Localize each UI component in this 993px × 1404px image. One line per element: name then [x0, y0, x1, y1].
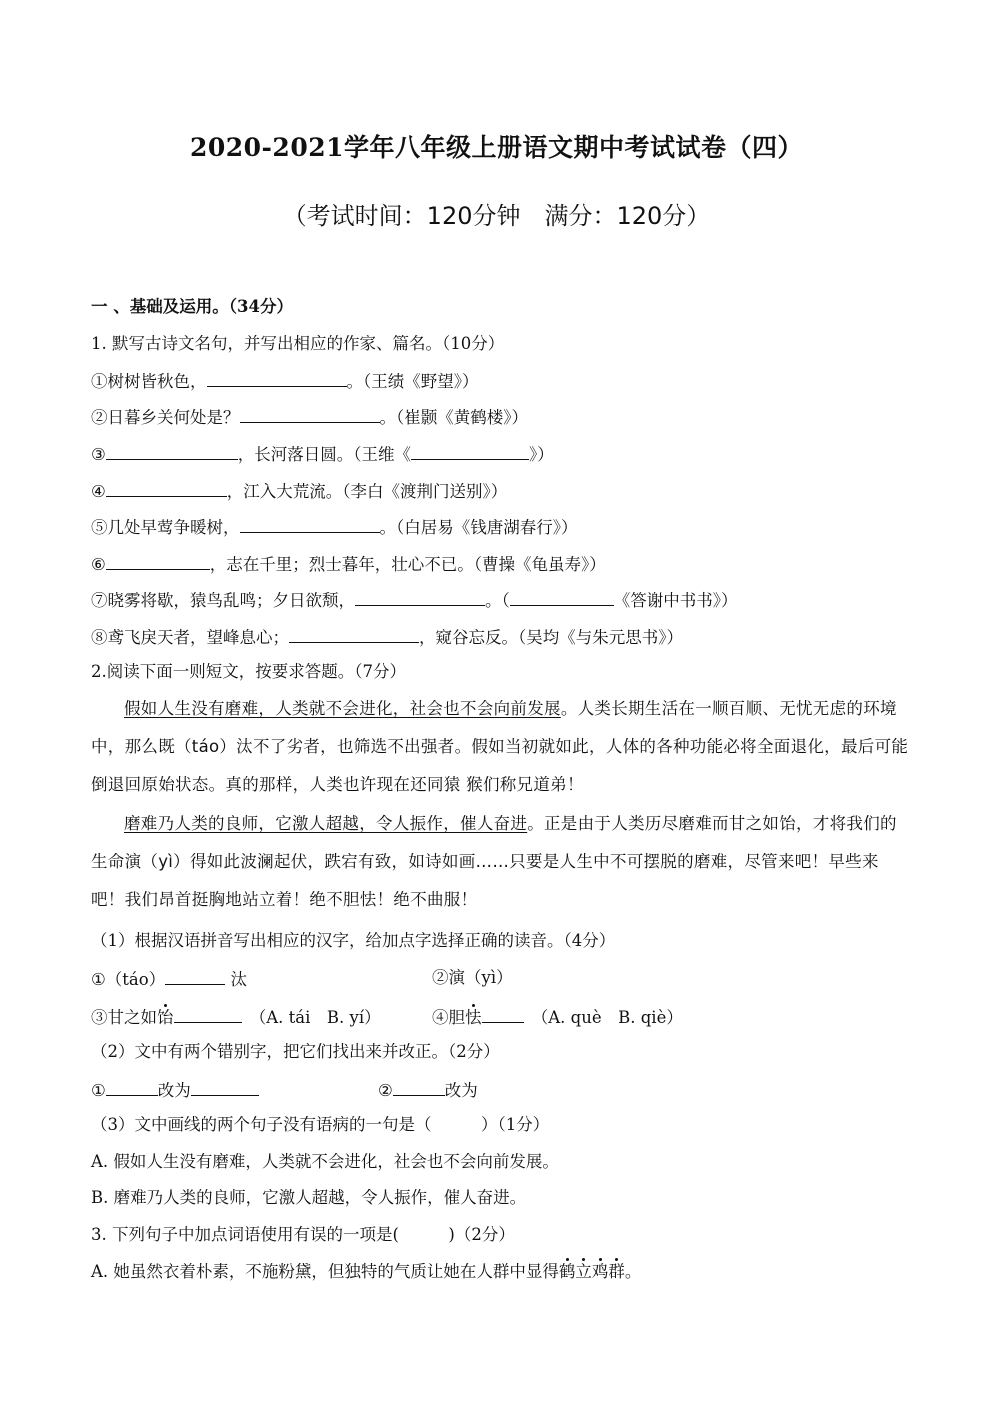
q2-sub3-stem: （3）文中画线的两个句子没有语病的一句是（ ）（1分） [91, 1115, 550, 1134]
answer-blank[interactable] [106, 1078, 158, 1096]
answer-blank[interactable] [289, 625, 419, 643]
answer-blank[interactable] [240, 405, 380, 423]
answer-blank[interactable] [355, 588, 485, 606]
q2-sub2-stem: （2）文中有两个错别字，把它们找出来并改正。（2分） [91, 1042, 500, 1061]
q1-item-7 [91, 588, 738, 612]
paragraph-text: 。人类长期生活在一顺百顺、无忧无虑的环境中，那么既（táo）汰不了劣者，也筛选不出强者。假如当初就如此，人体的各种功能必将全面退化，最后可能倒退回原始状态。真的那样，人类也许现在还同猿 猴们称兄道弟！ [91, 699, 909, 794]
answer-blank[interactable] [106, 442, 238, 460]
item-text: 。（崔颢《黄鹤楼》） [379, 408, 528, 427]
dotted-char: 怯 [465, 1008, 482, 1027]
options: （A. tái B. yí） [258, 1008, 381, 1027]
answer-blank[interactable] [106, 552, 210, 570]
answer-blank[interactable] [411, 442, 529, 460]
item-text: ② [378, 1081, 393, 1100]
item-text: 《答谢中书书》） [613, 591, 738, 610]
q2-sub2-row-1 [91, 1078, 259, 1102]
answer-blank[interactable] [393, 1078, 445, 1096]
exam-title: 2020-2021学年八年级上册语文期中考试试卷（四） [189, 133, 804, 162]
item-text: ⑦晓雾将歇，猿鸟乱鸣；夕日欲颓， [91, 591, 355, 610]
q3-option-a [91, 1261, 641, 1283]
passage-paragraph-2 [91, 805, 911, 919]
dotted-char: 鸡 [591, 1262, 609, 1281]
item-text: 》） [529, 445, 554, 464]
q1-item-6 [91, 552, 606, 576]
item-text: ③甘之如 [91, 1008, 157, 1027]
q2-stem: 2.阅读下面一则短文，按要求答题。（7分） [91, 662, 406, 681]
item-text: ⑧鸢飞戾天者，望峰息心； [91, 628, 289, 647]
q1-item-5 [91, 515, 578, 539]
item-text: ④ [91, 482, 106, 501]
underlined-sentence: 假如人生没有磨难，人类就不会进化，社会也不会向前发展 [124, 699, 561, 718]
answer-blank[interactable] [482, 1005, 524, 1023]
answer-blank[interactable] [174, 1005, 242, 1023]
item-text: ②日暮乡关何处是？ [91, 408, 240, 427]
item-text: ④胆 [432, 1008, 465, 1027]
dotted-char: 群 [608, 1262, 625, 1281]
passage-paragraph-1 [91, 690, 911, 804]
dotted-char: 鹤 [558, 1262, 576, 1281]
q2-sub1-row1-right: ②演（yì） [432, 968, 513, 987]
dotted-char: 立 [575, 1262, 592, 1281]
item-text: ，江入大荒流。（李白《渡荆门送别》） [226, 482, 508, 501]
item-text: ，志在千里；烈士暮年，壮心不已。（曹操《龟虽寿》） [209, 555, 606, 574]
item-text: 改为 [444, 1081, 478, 1100]
item-text: ⑥ [91, 555, 106, 574]
hanzi: 汰 [230, 970, 247, 989]
q1-item-2 [91, 405, 528, 429]
answer-blank[interactable] [106, 479, 227, 497]
q1-item-1 [91, 369, 479, 393]
exam-subtitle: （考试时间：120分钟 满分：120分） [282, 202, 711, 230]
q2-sub1-stem: （1）根据汉语拼音写出相应的汉字，给加点字选择正确的读音。（4分） [91, 931, 616, 950]
answer-blank[interactable] [207, 369, 347, 387]
item-text: 。（白居易《钱唐湖春行》） [379, 518, 578, 537]
q1-item-4 [91, 479, 507, 503]
item-text: ③ [91, 445, 106, 464]
item-text: ⑤几处早莺争暖树， [91, 518, 240, 537]
answer-blank[interactable] [510, 588, 614, 606]
item-text: ①树树皆秋色， [91, 372, 207, 391]
q2-option-b: B. 磨难乃人类的良师，它激人超越，令人振作，催人奋进。 [91, 1188, 527, 1207]
answer-blank[interactable] [165, 967, 225, 985]
item-text: 。 [624, 1262, 642, 1281]
q2-sub1-row1 [91, 967, 247, 991]
q2-option-a: A. 假如人生没有磨难，人类就不会进化，社会也不会向前发展。 [91, 1152, 559, 1171]
item-text: ，长河落日圆。（王维《 [237, 445, 412, 464]
section-heading: 一 、基础及运用。（34分） [91, 297, 293, 316]
item-text: ，窥谷忘反。（吴均《与朱元思书》） [419, 628, 683, 647]
q2-sub1-row2 [91, 1005, 381, 1029]
item-text: 。（王绩《野望》） [346, 372, 479, 391]
q2-sub1-row2-right [432, 1005, 683, 1029]
underlined-sentence: 磨难乃人类的良师，它激人超越，令人振作，催人奋进 [124, 814, 528, 833]
options: （A. què B. qiè） [540, 1008, 683, 1027]
item-text: 。（ [485, 591, 510, 610]
q1-stem: 1. 默写古诗文名句，并写出相应的作家、篇名。（10分） [91, 334, 505, 353]
item-text: A. 她虽然衣着朴素，不施粉黛，但独特的气质让她在人群中显得 [91, 1262, 559, 1281]
answer-blank[interactable] [240, 515, 380, 533]
q1-item-3 [91, 442, 554, 466]
item-text: ① [91, 1081, 106, 1100]
q1-item-8 [91, 625, 683, 649]
q3-stem: 3. 下列句子中加点词语使用有误的一项是( )（2分） [91, 1225, 515, 1244]
item-text: 改为 [157, 1081, 191, 1100]
q2-sub2-row-2 [378, 1078, 478, 1102]
paragraph-text: 。正是由于人类历尽磨难而甘之如饴，才将我们的生命演（yì）得如此波澜起伏，跌宕有致，如诗如画……只要是人生中不可摆脱的磨难，尽管来吧！早些来吧！我们昂首挺胸地站立着！绝不胆怯！绝不曲服！ [91, 814, 897, 909]
pinyin-prompt: ①（táo） [91, 970, 166, 989]
answer-blank[interactable] [191, 1078, 259, 1096]
dotted-char: 饴 [157, 1008, 174, 1027]
